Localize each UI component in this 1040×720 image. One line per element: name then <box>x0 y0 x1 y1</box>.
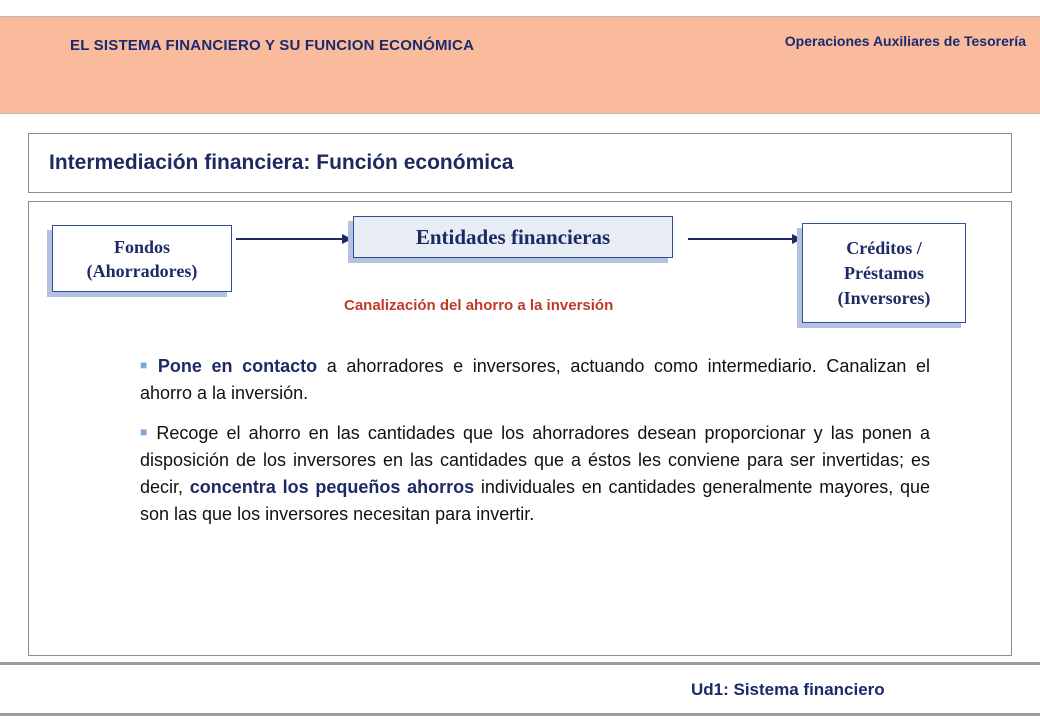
bullet-text: a ahorradores e inversores, actuando como intermediario. Canalizan el ahorro a la inversión. <box>140 356 931 403</box>
arrow-right-icon <box>686 231 804 247</box>
section-title-box <box>28 133 1012 193</box>
footer-divider <box>0 662 1040 665</box>
course-title: Operaciones Auxiliares de Tesorería <box>784 33 1026 49</box>
header-title: EL SISTEMA FINANCIERO Y SU FUNCION ECONÓMICA <box>70 37 475 54</box>
square-bullet-icon: ■ <box>140 425 151 439</box>
bullet-bold: concentra los pequeños ahorros <box>189 477 475 497</box>
financial-entities-box <box>353 216 673 258</box>
savers-label: Fondos (Ahorradores) <box>86 236 198 281</box>
savers-box <box>52 225 232 292</box>
header-band <box>0 16 1040 114</box>
section-title: Intermediación financiera: Función económica <box>49 151 514 174</box>
footer-unit-label: Ud1: Sistema financiero <box>691 680 885 699</box>
bullet-item <box>140 352 930 407</box>
square-bullet-icon: ■ <box>140 358 152 372</box>
arrow-right-icon <box>234 231 354 247</box>
bullet-text: individuales en cantidades generalmente mayores, que son las que los inversores necesitan para invertir. <box>140 477 931 524</box>
investors-box <box>802 223 966 323</box>
bullet-bold: Pone en contacto <box>157 356 318 376</box>
investors-label: Créditos / Préstamos (Inversores) <box>837 237 931 308</box>
diagram-caption: Canalización del ahorro a la inversión <box>344 297 614 314</box>
bullet-text: Recoge el ahorro en las cantidades que los ahorradores desean proporcionar y las ponen a disposición de los inversores en las cantidades que a éstos les conviene para ser invertidas; es decir, <box>140 423 931 497</box>
bullet-item <box>140 419 930 528</box>
financial-entities-label: Entidades financieras <box>415 224 611 249</box>
footer-divider <box>0 713 1040 716</box>
bullet-list <box>140 352 930 540</box>
